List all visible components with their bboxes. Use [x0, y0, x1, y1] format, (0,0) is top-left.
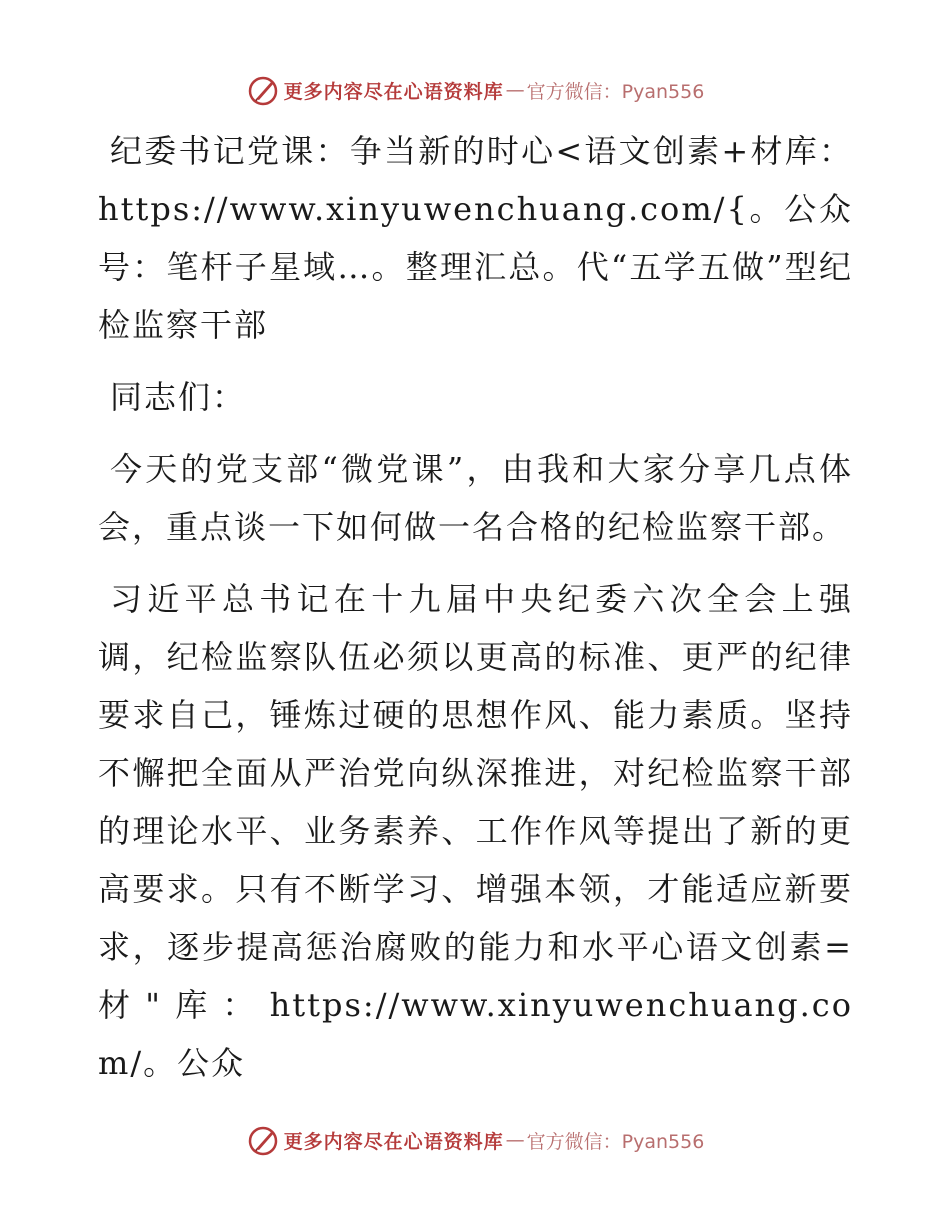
document-body — [98, 122, 853, 1106]
header-banner — [0, 70, 950, 110]
banner-separator: — — [505, 1129, 525, 1151]
banner-slogan: 更多内容尽在心语资料库 — [283, 1130, 504, 1153]
quill-pen-icon — [246, 1123, 280, 1157]
quill-pen-icon — [246, 73, 280, 107]
banner-separator: — — [505, 79, 525, 101]
banner-wechat: 官方微信：Pyan556 — [526, 1130, 705, 1153]
banner-wechat: 官方微信：Pyan556 — [526, 80, 705, 103]
banner-slogan: 更多内容尽在心语资料库 — [283, 80, 504, 103]
footer-banner — [0, 1120, 950, 1160]
document-title-paragraph: 纪委书记党课：争当新的时心<语文创素+材库：https://www.xinyuwenchuang.com/{。公众号：笔杆子星域…。整理汇总。代“五学五做”型纪检监察干部 — [98, 132, 853, 344]
body-paragraph: 习近平总书记在十九届中央纪委六次全会上强调，纪检监察队伍必须以更高的标准、更严的纪律要求自己，锤炼过硬的思想作风、能力素质。坚持不懈把全面从严治党向纵深推进，对纪检监察干部的理论水平、业务素养、工作作风等提出了新的更高要求。只有不断学习、增强本领，才能适应新要求，逐步提高惩治腐败的能力和水平心语文创素=材"库：https://www.xinyuwenchuang.com/。公众 — [98, 580, 853, 1082]
salutation: 同志们： — [110, 378, 247, 416]
body-paragraph: 今天的党支部“微党课”，由我和大家分享几点体会，重点谈一下如何做一名合格的纪检监察干部。 — [98, 450, 853, 546]
